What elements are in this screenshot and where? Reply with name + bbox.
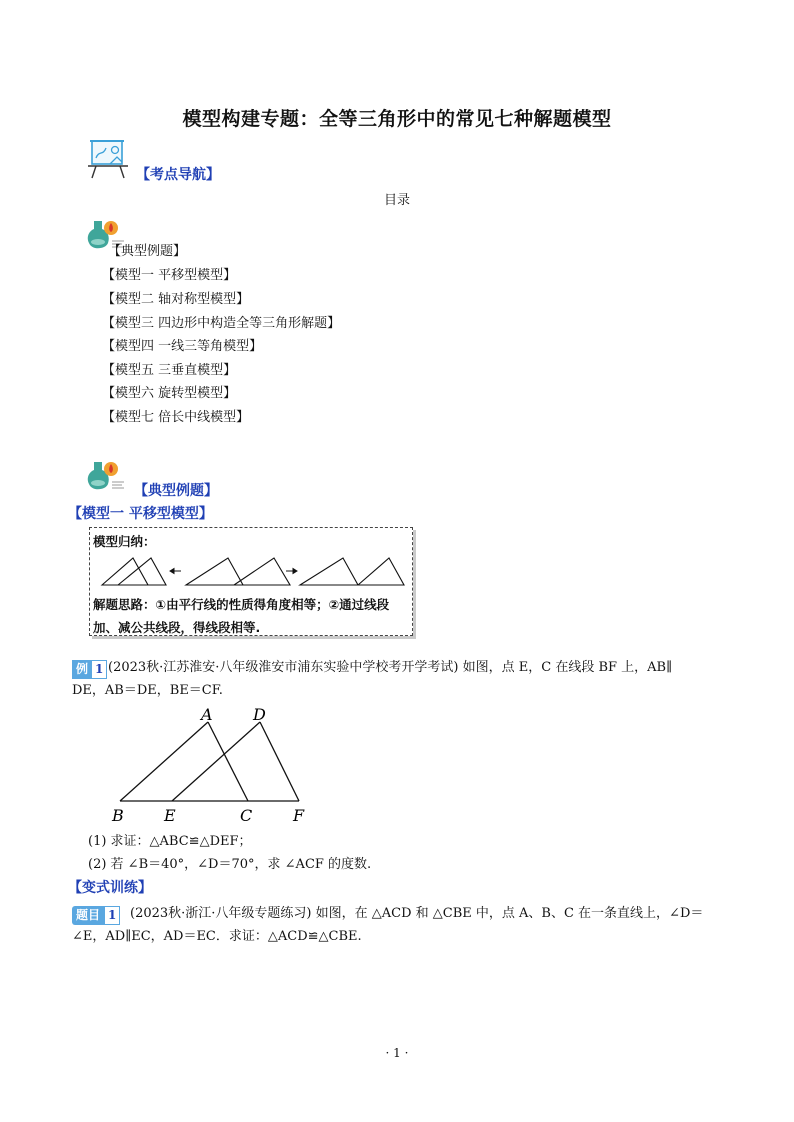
- model-triangle: [358, 558, 404, 585]
- model1-heading: 【模型一 平移型模型】: [68, 506, 213, 522]
- nav-heading: 【考点导航】: [136, 167, 220, 183]
- question-line: (1) 求证：△ABC≌△DEF；: [88, 834, 252, 849]
- model-triangle: [300, 558, 358, 585]
- example-badge: [72, 658, 107, 677]
- label-c: C: [240, 806, 253, 825]
- toc-item[interactable]: 【模型三 四边形中构造全等三角形解题】: [102, 316, 341, 331]
- toc-item[interactable]: 【模型七 倍长中线模型】: [102, 410, 250, 425]
- problem-number: 1: [104, 906, 120, 925]
- label-a: A: [201, 705, 213, 724]
- toc-item[interactable]: 【模型二 轴对称型模型】: [102, 292, 250, 307]
- flask-bulb-icon: [86, 456, 128, 500]
- label-e: E: [164, 806, 176, 825]
- triangle-figure: [100, 700, 330, 830]
- arrow-left-icon: [170, 569, 181, 574]
- examples-heading: 【典型例题】: [134, 483, 218, 499]
- variation-heading: 【变式训练】: [68, 880, 152, 896]
- segment-df: [260, 722, 299, 801]
- model-triangle: [118, 558, 166, 585]
- question-line: (2) 若 ∠B＝40°，∠D＝70°，求 ∠ACF 的度数.: [88, 857, 372, 872]
- toc-item[interactable]: 【模型六 旋转型模型】: [102, 386, 237, 401]
- summary-line: 解题思路：①由平行线的性质得角度相等；②通过线段: [93, 597, 390, 612]
- label-b: B: [112, 806, 124, 825]
- problem-text-line: (2023秋·浙江·八年级专题练习) 如图，在 △ACD 和 △CBE 中，点 A、B、C 在一条直线上，∠D＝: [130, 906, 704, 921]
- summary-label: 模型归纳：: [93, 534, 156, 549]
- example-number: 1: [91, 660, 107, 679]
- toc-item[interactable]: 【模型四 一线三等角模型】: [102, 339, 263, 354]
- document-title: 模型构建专题：全等三角形中的常见七种解题模型: [182, 108, 612, 130]
- problem-badge: [72, 904, 120, 923]
- toc-heading: 【典型例题】: [108, 244, 187, 259]
- model-triangle: [186, 558, 243, 585]
- segment-ac: [208, 722, 248, 801]
- segment-de: [172, 722, 260, 801]
- example-badge-label: 例: [72, 660, 91, 679]
- model-triangle: [102, 558, 148, 585]
- label-f: F: [293, 806, 305, 825]
- problem-text-line: ∠E，AD∥EC，AD＝EC．求证：△ACD≌△CBE.: [72, 929, 362, 944]
- example-text-line: (2023秋·江苏淮安·八年级淮安市浦东实验中学校考开学考试) 如图，点 E，C 在线段 BF 上，AB∥: [108, 660, 673, 675]
- toc-label: 目录: [383, 193, 410, 208]
- page-number: · 1 ·: [385, 1046, 409, 1060]
- translation-model-diagram: [100, 556, 406, 588]
- arrow-right-icon: [286, 569, 297, 574]
- model-triangle: [234, 558, 290, 585]
- teacher-board-icon: [86, 138, 132, 184]
- problem-badge-label: 题目: [72, 906, 104, 925]
- label-d: D: [253, 705, 266, 724]
- toc-item[interactable]: 【模型五 三垂直模型】: [102, 363, 237, 378]
- example-text-line: DE，AB＝DE，BE＝CF.: [72, 683, 223, 698]
- model-summary-box: [89, 527, 413, 636]
- toc-item[interactable]: 【模型一 平移型模型】: [102, 268, 237, 283]
- summary-line: 加、减公共线段，得线段相等.: [93, 620, 261, 635]
- segment-ab: [120, 722, 208, 801]
